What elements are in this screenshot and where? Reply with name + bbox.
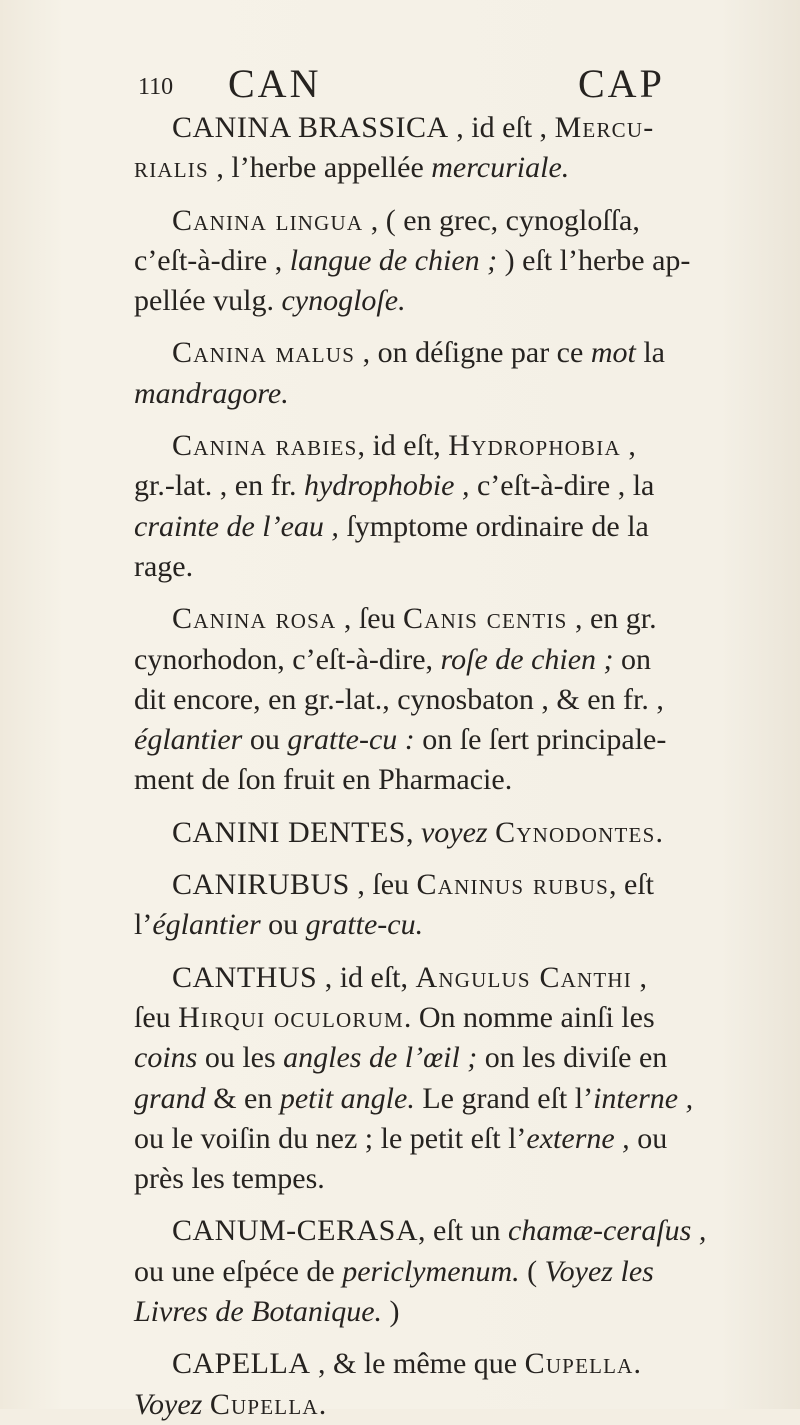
text-run: , [631,960,647,994]
text-run: langue de chien ; [289,243,498,277]
entry-line [134,241,774,281]
text-run: gr.-lat. , en fr. [134,469,304,503]
entry-line [134,148,774,188]
text-run: CANINA BRASSICA [172,111,449,144]
text-run: , & le même que [310,1347,525,1381]
entry-line [134,905,774,945]
text-run: crainte de l’eau , [134,509,339,543]
text-run: mercuriale. [431,151,570,185]
text-run: Cupella. [524,1347,643,1381]
text-run: ) [382,1295,400,1329]
text-run: periclymenum. [342,1254,520,1288]
entry-line [134,1079,774,1119]
running-header [138,60,698,110]
entry-line [134,466,774,506]
text-run: , en gr. [567,602,657,636]
dictionary-entry [134,1211,774,1332]
text-run: Canina malus [172,336,356,370]
dictionary-entry [134,201,774,322]
text-run: on ſe ſert principale- [414,723,667,757]
text-run: dit encore, en gr.-lat., cynosbaton , & en fr. , [134,682,664,716]
text-run: , on déſigne par ce [355,336,591,370]
text-run: Canina rosa [172,602,337,636]
text-run: voyez [420,815,488,849]
entry-line [134,680,774,720]
text-run: l’ [134,908,153,942]
dictionary-entry [134,333,774,414]
dictionary-entry [134,813,774,853]
text-run: on les diviſe en [477,1041,668,1075]
entry-line [134,201,774,241]
text-run [202,1388,210,1421]
text-run: gratte-cu. [305,908,424,942]
text-run: cynorhodon, c’eſt-à-dire, [134,642,441,676]
text-run: pellée vulg. [134,284,282,318]
text-run: ſymptome ordinaire de la [338,509,649,543]
text-run: Canis centis [403,602,568,636]
header-left-word: CAN [228,61,322,106]
dictionary-entries [134,108,774,1425]
text-run: angles de l’œil ; [283,1041,478,1075]
entry-line [134,507,774,547]
text-run: Cynodontes. [495,815,665,849]
entry-line [134,1038,774,1078]
text-run: rage. [134,549,194,583]
text-run: églantier [152,908,261,942]
text-run: gratte-cu : [287,723,415,757]
text-run: rialis [134,151,209,185]
page-number: 110 [138,74,174,100]
text-run: on [613,642,652,676]
text-run: CAPELLA [172,1347,311,1381]
entry-line [134,1211,774,1251]
text-run: ou une eſpéce de [134,1254,343,1288]
text-run: ou [629,1121,668,1155]
text-run: Le grand eſt l’ [414,1081,594,1115]
dictionary-entry [134,865,774,946]
text-run: cynogloſe. [281,284,406,318]
header-right-word: CAP [578,61,665,106]
text-run: Mercu- [554,111,655,144]
text-run: ſeu [134,1000,179,1034]
entry-line [134,1159,774,1199]
text-run: la [635,336,665,370]
entry-line [134,640,774,680]
text-run: ou [242,723,288,757]
text-run: CANTHUS [172,960,318,994]
text-run: , [405,815,421,849]
text-run: CANIRUBUS [172,868,350,902]
entry-line [134,813,774,853]
text-run: Canina lingua [172,203,364,237]
text-run: & en [205,1081,280,1115]
text-run: ment de ſon fruit en Pharmacie. [134,763,513,797]
entry-line [134,1119,774,1159]
text-run: CANINI DENTES [172,815,406,849]
text-run: près les tempes. [134,1162,325,1196]
text-run: , id eſt, [357,429,449,463]
text-run: chamæ-ceraſus , [508,1214,707,1248]
text-run: Angulus Canthi [415,960,632,994]
text-run: grand [134,1081,206,1115]
text-run: ( [519,1254,545,1288]
text-run: églantier [134,723,243,757]
text-run: Voyez les [544,1254,654,1288]
entry-line [134,281,774,321]
text-run: , [620,429,636,463]
text-run: , l’herbe appellée [208,151,432,185]
entry-line [134,374,774,414]
text-run: coins [134,1041,198,1075]
text-run: , eſt [609,868,654,902]
text-run: , eſt un [418,1214,509,1248]
text-run: roſe de chien ; [440,642,614,676]
entry-line [134,547,774,587]
text-run: ou les [197,1041,284,1075]
text-run: CANUM-CERASA [172,1214,419,1248]
entry-line [134,1252,774,1292]
entry-line [134,426,774,466]
text-run: Caninus rubus [416,868,609,902]
text-run: Hirqui oculorum [178,1000,404,1034]
text-run: petit angle. [279,1081,415,1115]
text-run: externe , [526,1121,630,1155]
text-run: ou [260,908,306,942]
text-run: Voyez [134,1387,203,1421]
dictionary-entry [134,599,774,800]
text-run: mot [590,336,636,370]
text-run: Canina rabies [172,429,358,463]
entry-line [134,1292,774,1332]
text-run: ) eſt l’herbe ap- [497,243,691,277]
entry-line [134,333,774,373]
text-run: c’eſt-à-dire , [134,243,290,277]
text-run: , id eſt , [448,111,555,144]
entry-line [134,720,774,760]
text-run: . On nomme ainſi les [403,1000,655,1034]
entry-line [134,865,774,905]
entry-line [134,958,774,998]
text-run [488,816,496,849]
text-run: Hydrophobia [448,429,621,463]
entry-line [134,760,774,800]
text-run: Livres de Botanique. [134,1295,383,1329]
dictionary-entry [134,108,774,189]
text-run: , ( en grec, cynogloſſa, [363,203,640,237]
text-run: hydrophobie , [303,469,470,503]
text-run: , ſeu [349,868,417,902]
entry-line [134,599,774,639]
text-run: c’eſt-à-dire , la [469,469,655,503]
dictionary-entry [134,958,774,1200]
entry-line [134,108,774,148]
text-run: , ſeu [336,602,404,636]
text-run: , id eſt, [317,960,416,994]
text-run: ou le voiſin du nez ; le petit eſt l’ [134,1121,527,1155]
entry-line [134,1344,774,1384]
text-run: Cupella. [209,1387,328,1421]
entry-line [134,998,774,1038]
text-run: interne , [593,1081,694,1115]
dictionary-entry [134,1344,774,1425]
entry-line [134,1385,774,1425]
text-run: mandragore. [134,376,289,410]
dictionary-entry [134,426,774,587]
